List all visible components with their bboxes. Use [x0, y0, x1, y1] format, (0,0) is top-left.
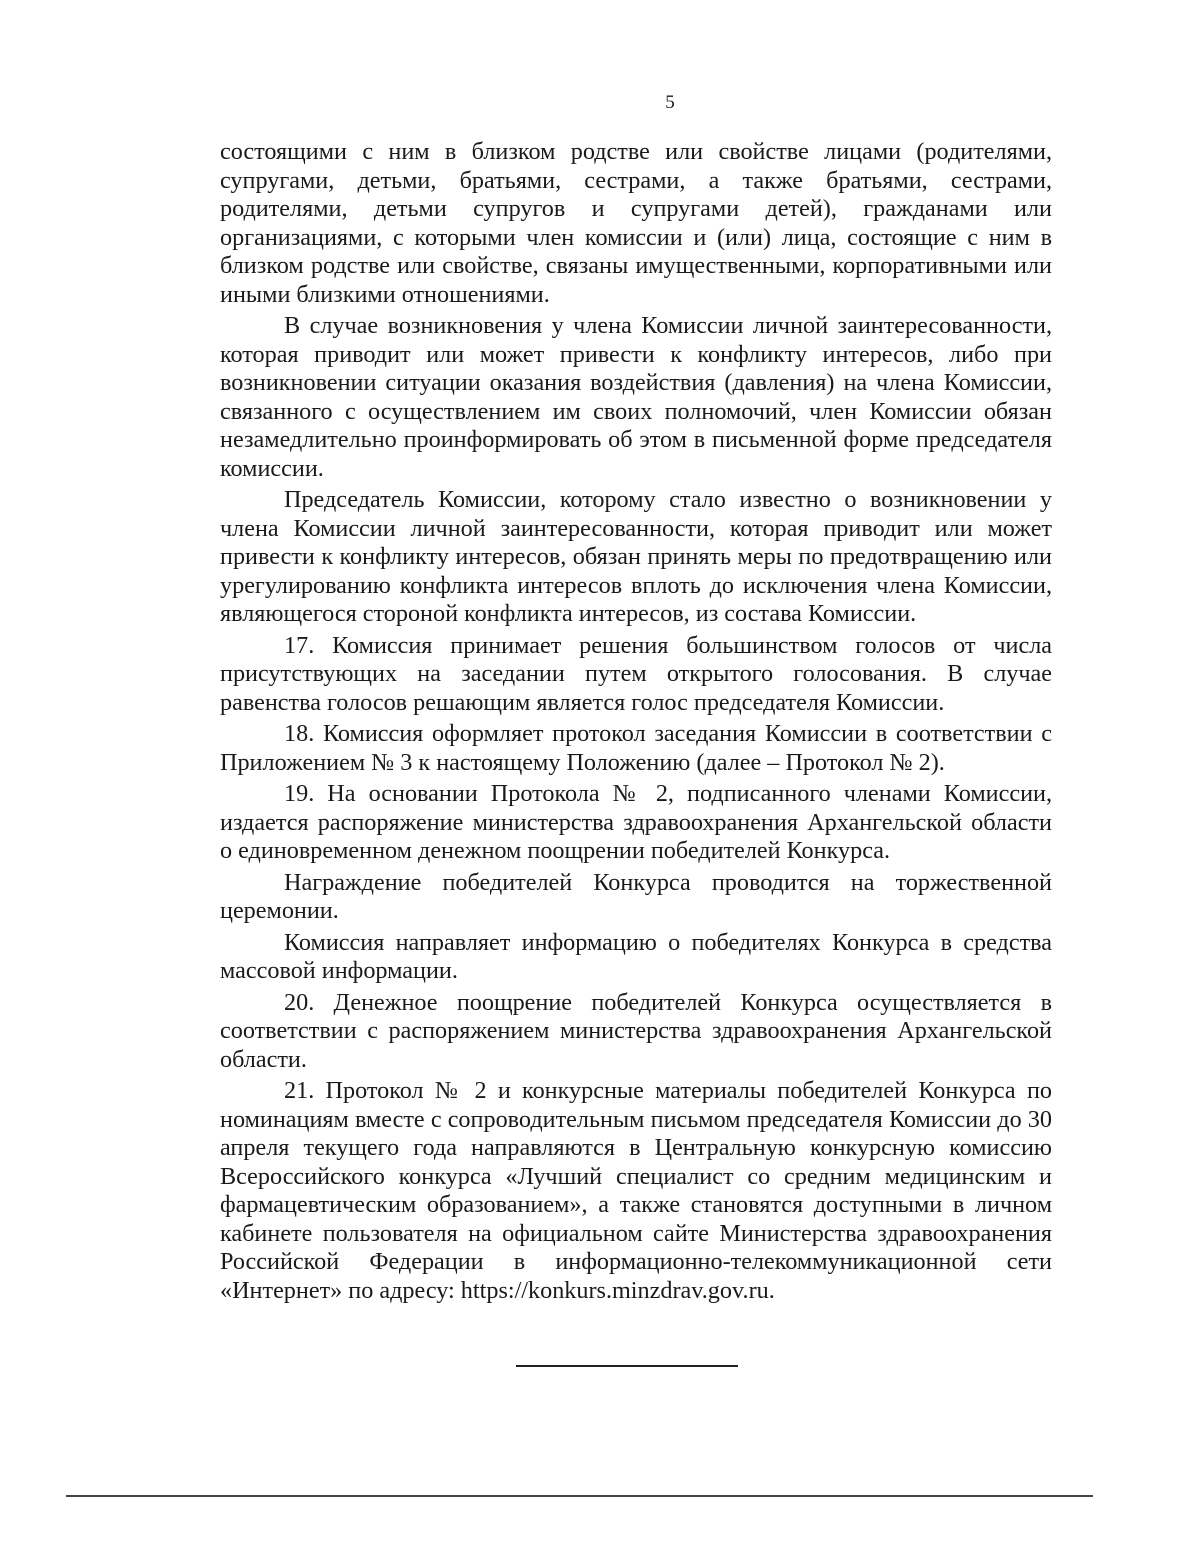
paragraph-chairman-duties: Председатель Комиссии, которому стало известно о возникновении у члена Комиссии личной заинтересованности, которая приводит или может привести к конфликту интересов, обязан принять меры по предотвращению или урегулированию конфликта интересов вплоть до исключения члена Комиссии, являющегося стороной конфликта интересов, из состава Комиссии.: [220, 486, 1052, 627]
paragraph-media: Комиссия направляет информацию о победителях Конкурса в средства массовой информации.: [220, 928, 1052, 984]
paragraph-ceremony: Награждение победителей Конкурса проводится на торжественной церемонии.: [220, 868, 1052, 924]
paragraph-continuation: состоящими с ним в близком родстве или свойстве лицами (родителями, супругами, детьми, братьями, сестрами, а также братьями, сестрами, родителями, детьми супругов и супругами детей), гражданами или организациями, с которыми член комиссии и (или) лица, состоящие с ним в близком родстве или свойстве, связаны имущественными, корпоративными или иными близкими отношениями.: [220, 138, 1052, 308]
document-body: [220, 138, 1052, 1308]
paragraph-conflict-of-interest: В случае возникновения у члена Комиссии личной заинтересованности, которая приводит или может привести к конфликту интересов, либо при возникновении ситуации оказания воздействия (давления) на члена Комиссии, связанного с осуществлением им своих полномочий, член Комиссии обязан незамедлительно проинформировать об этом в письменной форме председателя комиссии.: [220, 312, 1052, 482]
paragraph-item-19: 19. На основании Протокола № 2, подписанного членами Комиссии, издается распоряжение министерства здравоохранения Архангельской области о единовременном денежном поощрении победителей Конкурса.: [220, 780, 1052, 864]
paragraph-item-17: 17. Комиссия принимает решения большинством голосов от числа присутствующих на заседании путем открытого голосования. В случае равенства голосов решающим является голос председателя Комиссии.: [220, 631, 1052, 716]
paragraph-item-18: 18. Комиссия оформляет протокол заседания Комиссии в соответствии с Приложением № 3 к настоящему Положению (далее – Протокол № 2).: [220, 720, 1052, 776]
end-of-document-rule: [516, 1365, 738, 1367]
page-number: 5: [665, 92, 675, 113]
paragraph-item-21: 21. Протокол № 2 и конкурсные материалы победителей Конкурса по номинациям вместе с сопроводительным письмом председателя Комиссии до 30 апреля текущего года направляются в Центральную конкурсную комиссию Всероссийского конкурса «Лучший специалист со средним медицинским и фармацевтическим образованием», а также становятся доступными в личном кабинете пользователя на официальном сайте Министерства здравоохранения Российской Федерации в информационно-телекоммуникационной сети «Интернет» по адресу: https://konkurs.minzdrav.gov.ru.: [220, 1077, 1052, 1304]
paragraph-item-20: 20. Денежное поощрение победителей Конкурса осуществляется в соответствии с распоряжением министерства здравоохранения Архангельской области.: [220, 988, 1052, 1073]
scan-edge-line: [66, 1495, 1093, 1497]
